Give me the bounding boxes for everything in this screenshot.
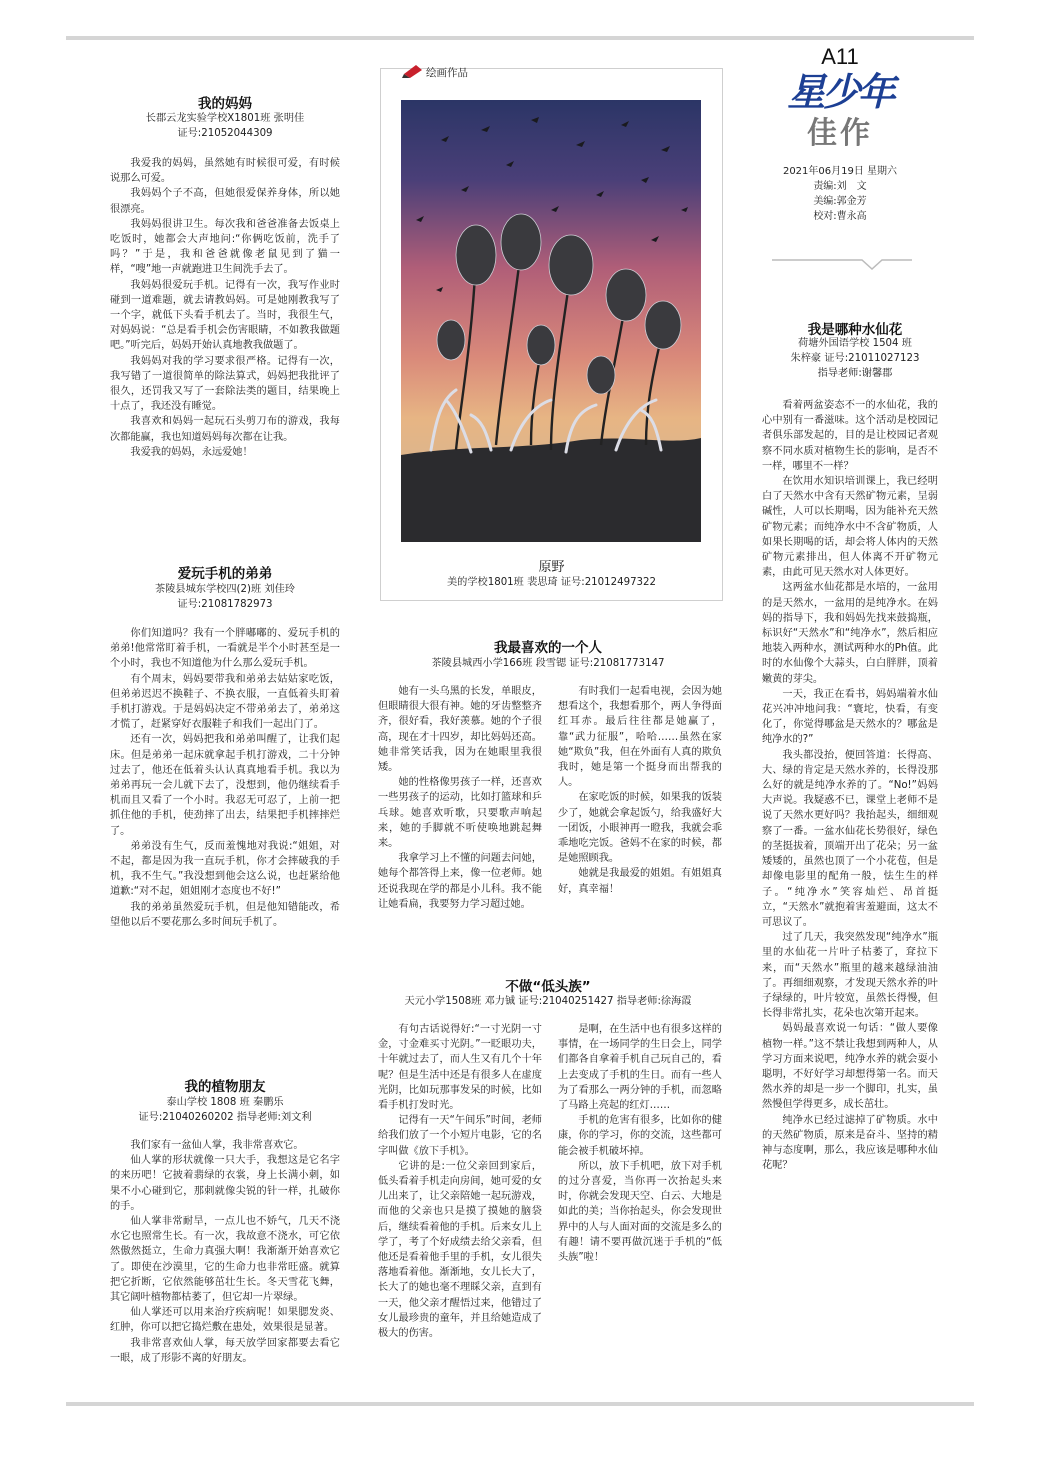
byline-phone-brother: 茶陵县城东学校四(2)班 刘佳玲 证号:21081782973 bbox=[155, 584, 295, 610]
proofreader: 校对:曹永高 bbox=[813, 211, 867, 222]
article-title-my-mother: 我的妈妈 bbox=[198, 96, 252, 112]
article-title-plant-friend: 我的植物朋友 bbox=[184, 1079, 266, 1095]
bottom-rule bbox=[66, 1402, 974, 1406]
masthead bbox=[770, 38, 910, 268]
painting-byline: 美的学校1801班 裴思琦 证号:21012497322 bbox=[446, 577, 656, 588]
painting-title: 原野 bbox=[538, 560, 565, 575]
byline-my-mother: 长郡云龙实验学校X1801班 张明佳 证号:21052044309 bbox=[145, 113, 305, 139]
article-body-narcissus: 看着两盆姿态不一的水仙花，我的心中别有一番滋味。这个活动是校园记者俱乐部发起的，目的是让校园记者观察不同水质对植物生长的影响，是否不一样，哪里不一样？ 在饮用水知识培训课上，我已经明白了天然水中含有天然矿物元素，呈弱碱性，人可以长期喝，因为能补充天然矿物元素；而纯净水中不含矿物质，人如果长期喝的话，却会将人体内的天然矿物元素排出，但人体离不开矿物元素，由此可见天然水对人体更好。 这两盆水仙花都是水培的，一盆用的是天然水，一盆用的是纯净水。在妈妈的指导下，我和妈妈先找来鼓捣瓶，标识好“天然水”和“纯净水”，然后相应地装入两种水，测试两种水的Ph值。此时的水仙像个大蒜头，白白胖胖，顶着嫩黄的芽尖。 一天，我正在看书，妈妈端着水仙花兴冲冲地问我：“寰坨，快看，有变化了，你觉得哪盆是天然水的？哪盆是纯净水的?” 我头都没抬，便回答道：长得高、大、绿的肯定是天然水养的，长得没那么好的就是纯净水养的了。“No!”妈妈大声说。我疑惑不已，课堂上老师不是说了天然水更好吗？我抬起头，细细观察了一番。一盆水仙花长势很好，绿色的茎挺拔着，顶端开出了花朵；另一盆矮矮的，虽然也顶了一个小花苞，但是却像电影里的配角一般，怯生生的样子。“纯净水”笑容灿烂、昂首挺立，“天然水”就抱着害羞避面，这太不可思议了。 过了几天，我突然发现“纯净水”瓶里的水仙花一片叶子枯萎了，耷拉下来，而“天然水”瓶里的越来越绿油油了。再细细观察，才发现天然水养的叶子绿绿的，叶片较宽，虽然长得慢，但长得非常扎实，花朵也次第开起来。 妈妈最喜欢说一句话：“做人要像植物一样。”这不禁让我想到两种人，从学习方面来说吧，纯净水养的就会耍小聪明，不好好学习却想得第一名。而天然水养的却是一步一个脚印，扎实，虽然慢但学得更多，成长茁壮。 纯净水已经过滤掉了矿物质。水中的天然矿物质，原来是奋斗、坚持的精神与态度啊，那么，我应该是哪种水仙花呢？ bbox=[762, 400, 938, 1172]
article-title-favorite-person: 我最喜欢的一个人 bbox=[494, 640, 602, 656]
page-number: A11 bbox=[821, 44, 859, 69]
article-body-phone-brother: 你们知道吗？我有一个胖嘟嘟的、爱玩手机的弟弟!他常常盯着手机，一看就是半个小时甚至是一个小时，我也不知道他为什么那么爱玩手机。 有个周末，妈妈要带我和弟弟去姑姑家吃饭，但弟弟迟迟不换鞋子、不换衣服，一直低着头盯着手机打游戏。于是妈妈决定不带弟弟去了，弟弟这才慌了，赶紧穿好衣服鞋子和我们一起出门了。 还有一次，妈妈把我和弟弟叫醒了，让我们起床。但是弟弟一起床就拿起手机打游戏，二十分钟过去了，他还在低着头认认真真地看手机。我以为弟弟再玩一会儿就下去了，没想到，他仍继续看手机而且又看了一个小时。我忍无可忍了，上前一把抓住他的手机，使劲摔了出去，结果把手机摔摔烂了。 弟弟没有生气，反而羞愧地对我说:“姐姐，对不起，都是因为我一直玩手机，你才会摔破我的手机，我不生气。”我没想到他会这么说，也赶紧给他道歉:“对不起，姐姐刚才态度也不好!” 我的弟弟虽然爱玩手机，但是他知错能改，希望他以后不要花那么多时间玩手机了。 bbox=[110, 628, 340, 928]
issue-date: 2021年06月19日 星期六 bbox=[782, 166, 898, 177]
article-title-phone-brother: 爱玩手机的弟弟 bbox=[177, 566, 273, 582]
pencil-icon bbox=[402, 63, 424, 77]
byline-narcissus: 荷塘外国语学校 1504 班 朱梓豪 证号:21011027123 指导老师:谢馨郡 bbox=[790, 338, 920, 379]
brand-logo: 星少年 bbox=[787, 70, 893, 114]
editor: 责编:刘 文 bbox=[813, 181, 867, 192]
article-body-favorite-person bbox=[378, 684, 722, 954]
byline-favorite-person: 茶陵县城西小学166班 段雪锶 证号:21081773147 bbox=[431, 658, 665, 669]
painting-image bbox=[401, 100, 701, 542]
article-body-head-down bbox=[378, 1022, 722, 1394]
favorite-person-col-2: 有时我们一起看电视，会因为她想看这个，我想看那个，两人争得面红耳赤。最后往往都是她赢了，靠“武力征服”，哈哈……虽然在家她“欺负”我，但在外面有人真的欺负我时，她是第一个挺身而出帮我的人。 在家吃饭的时候，如果我的饭装少了，她就会拿起饭勺，给我盛好大一团饭，小眼神再一瞪我，我就会乖乖地吃完饭。爸妈不在家的时候，都是她照顾我。 她就是我最爱的姐姐。有姐姐真好，真幸福！ bbox=[558, 686, 722, 895]
favorite-person-col-1: 她有一头乌黑的长发，单眼皮，但眼睛很大很有神。她的牙齿整整齐齐，很好看，我好羡慕。她的个子很高，现在才十四岁，却比妈妈还高。她非常笑话我，因为在她眼里我很矮。 她的性格像男孩子一样，还喜欢一些男孩子的运动，比如打篮球和乒乓球。她喜欢听歌，只要歌声响起来，她的手脚就不听使唤地跳起舞来。 我拿学习上不懂的问题去问她，她每个都答得上来，像一位老师。她还说我现在学的都是小儿科。我不能让她看扁，我要努力学习超过她。 bbox=[378, 686, 542, 910]
byline-plant-friend: 泰山学校 1808 班 秦鹏乐 证号:21040260202 指导老师:刘文利 bbox=[138, 1097, 312, 1123]
masthead-notch bbox=[772, 259, 912, 271]
byline-head-down: 天元小学1508班 邓力铖 证号:21040251427 指导老师:徐海霞 bbox=[404, 996, 692, 1007]
article-body-my-mother: 我爱我的妈妈，虽然她有时候很可爱，有时候说那么可爱。 我妈妈个子不高，但她很爱保养身体，所以她很漂亮。 我妈妈很讲卫生。每次我和爸爸准备去饭桌上吃饭时，她都会大声地问:“你俩吃饭前，洗手了吗？”于是，我和爸爸就像老鼠见到了猫一样，“嗖”地一声就跑进卫生间洗手去了。 我妈妈很爱玩手机。记得有一次，我写作业时碰到一道难题，就去请教妈妈。可是她刚教我写了一个字，就低下头看手机去了。当时，我很生气，对妈妈说：“总是看手机会伤害眼睛，不如教我做题吧。”听完后，妈妈开始认真地教我做题了。 我妈妈对我的学习要求很严格。记得有一次，我写错了一道很简单的除法算式，妈妈把我批评了很久，还罚我又写了一套除法类的题目，结果晚上十点了，我还没有睡觉。 我喜欢和妈妈一起玩石头剪刀布的游戏，我每次都能赢，我也知道妈妈每次都在让我。 我爱我的妈妈，永远爱她！ bbox=[110, 158, 340, 458]
head-down-col-1: 有句古话说得好:“一寸光阴一寸金，寸金难买寸光阴。”一眨眼功夫，十年就过去了，而人生又有几个十年呢？但是生活中还是有很多人在虚度光阴，比如玩那事发呆的时候，比如看手机打发时光。 记得有一天“午间乐”时间，老师给我们放了一个小短片电影，它的名字叫做《放下手机》。 它讲的是:一位父亲回到家后，低头看着手机走向房间，她可爱的女儿出来了，让父亲陪她一起玩游戏，而他的父亲也只是摸了摸她的脑袋后，继续看着他的手机。后来女儿上学了，考了个好成绩去给父亲看，但他还是看着他手里的手机，女儿很失落地看着他。渐渐地，女儿长大了，长大了的她也毫不理睬父亲，直到有一天，他父亲才醒悟过来，他错过了女儿最珍贵的童年，并且给她造成了极大的伤害。 bbox=[378, 1024, 542, 1340]
art-editor: 美编:郭金芳 bbox=[813, 196, 867, 207]
article-title-head-down: 不做“低头族” bbox=[505, 979, 591, 995]
section-title: 佳作 bbox=[807, 116, 873, 151]
painting-tag: 绘画作品 bbox=[426, 67, 468, 79]
article-title-narcissus: 我是哪种水仙花 bbox=[807, 322, 903, 338]
head-down-col-2: 是啊，在生活中也有很多这样的事情，在一场同学的生日会上，同学们都各自拿着手机自己玩自己的，看上去变成了手机的生日。而有一些人为了看那么一两分钟的手机，而忽略了马路上亮起的红灯…… 手机的危害有很多，比如你的健康，你的学习，你的交流，这些都可能会被手机破坏掉。 所以，放下手机吧，放下对手机的过分喜爱，当你再一次抬起头来时，你就会发现天空、白云、大地是如此的美；当你抬起头，你会发现世界中的人与人面对面的交流是多么的有趣！请不要再做沉迷于手机的“低头族”啦！ bbox=[558, 1024, 722, 1264]
article-body-plant-friend: 我们家有一盆仙人掌，我非常喜欢它。 仙人掌的形状就像一只大手，我想这是它名字的来历吧！它披着翡绿的衣裳，身上长满小刺，如果不小心碰到它，那刺就像尖锐的针一样，扎破你的手。 仙人掌非常耐旱，一点儿也不娇气，几天不浇水它也照常生长。有一次，我故意不浇水，可它依然傲然挺立，生命力真强大啊！我渐渐开始喜欢它了。即使在沙漠里，它的生命力也非常旺盛。就算把它折断，它依然能够茁壮生长。冬天雪花飞舞，其它阔叶植物都枯萎了，但它却一片翠绿。 仙人掌还可以用来治疗疾病呢！如果腮发炎、红肿，你可以把它捣烂敷在患处，效果很是显著。 我非常喜欢仙人掌，每天放学回家都要去看它一眼，成了形影不离的好朋友。 bbox=[110, 1140, 340, 1364]
